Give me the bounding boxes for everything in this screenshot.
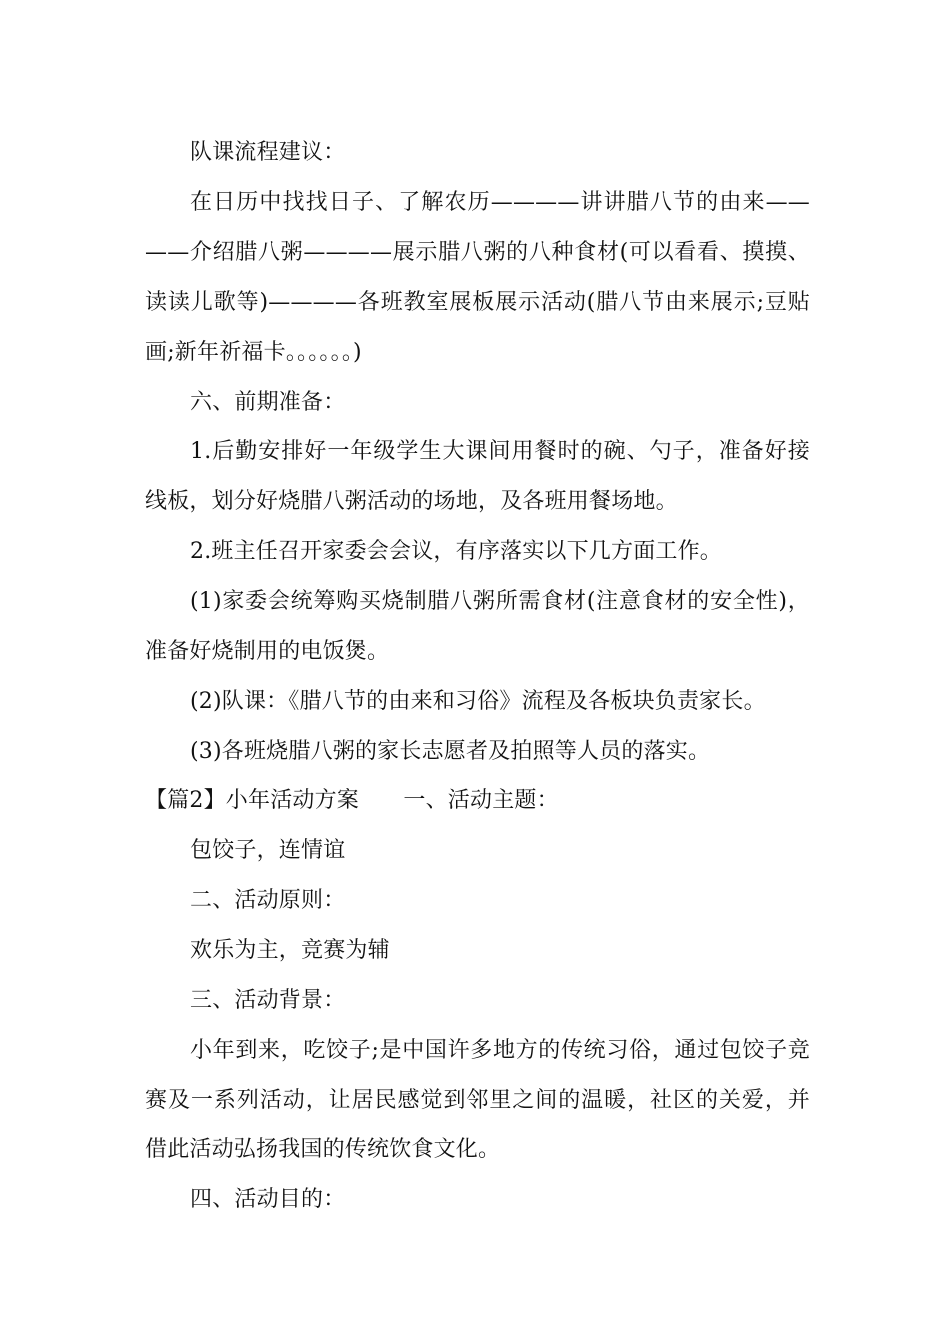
paragraph-line: 准备好烧制用的电饭煲。 xyxy=(145,639,390,664)
paragraph-line: 在日历中找找日子、了解农历————讲讲腊八节的由来—— xyxy=(190,190,810,215)
paragraph-line: (3)各班烧腊八粥的家长志愿者及拍照等人员的落实。 xyxy=(190,739,711,764)
paragraph-line: (1)家委会统筹购买烧制腊八粥所需食材(注意食材的安全性)， xyxy=(190,589,810,614)
paragraph-line: (2)队课：《腊八节的由来和习俗》流程及各板块负责家长。 xyxy=(190,689,766,714)
paragraph-line: 2.班主任召开家委会会议，有序落实以下几方面工作。 xyxy=(190,539,722,564)
paragraph-line: 队课流程建议： xyxy=(190,140,346,165)
paragraph-line: 画;新年祈福卡。。。。。。) xyxy=(145,340,362,365)
paragraph-line: 赛及一系列活动，让居民感觉到邻里之间的温暖，社区的关爱，并 xyxy=(145,1088,810,1113)
paragraph-line: 借此活动弘扬我国的传统饮食文化。 xyxy=(145,1137,501,1162)
section-heading: 六、前期准备： xyxy=(190,390,346,415)
paragraph-line: 包饺子，连情谊 xyxy=(190,838,346,863)
article-heading: 【篇2】小年活动方案 一、活动主题： xyxy=(145,788,559,813)
paragraph-line: 欢乐为主，竞赛为辅 xyxy=(190,938,390,963)
paragraph-line: 小年到来，吃饺子;是中国许多地方的传统习俗，通过包饺子竞 xyxy=(190,1038,810,1063)
section-heading: 四、活动目的： xyxy=(190,1187,346,1212)
section-heading: 三、活动背景： xyxy=(190,988,346,1013)
section-heading: 二、活动原则： xyxy=(190,888,346,913)
paragraph-line: 线板，划分好烧腊八粥活动的场地，及各班用餐场地。 xyxy=(145,489,678,514)
paragraph-line: 1.后勤安排好一年级学生大课间用餐时的碗、勺子，准备好接 xyxy=(190,439,810,464)
paragraph-line: 读读儿歌等)————各班教室展板展示活动(腊八节由来展示;豆贴 xyxy=(145,290,810,315)
paragraph-line: ——介绍腊八粥————展示腊八粥的八种食材(可以看看、摸摸、 xyxy=(145,240,810,265)
